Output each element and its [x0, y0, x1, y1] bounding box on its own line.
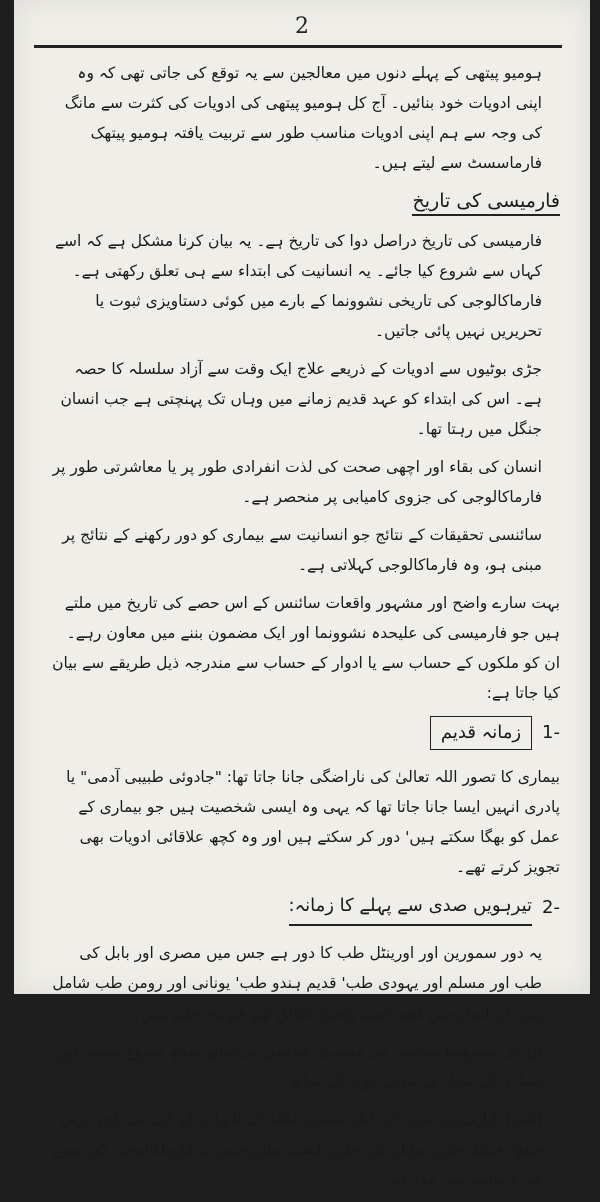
header-rule [34, 45, 562, 48]
section-2-number: -2 [542, 897, 560, 918]
paragraph-1: فارمیسی کی تاریخ دراصل دوا کی تاریخ ہے۔ یہ بیان کرنا مشکل ہے کہ اسے کہاں سے شروع کیا جائے۔ یہ انسانیت کی ابتداء سے ہی تعلق رکھتی ہے۔ فارماکالوجی کی تاریخی نشوونما کے بارے میں کوئی دستاویزی ثبوت یا تحریریں نہیں پائی جاتیں۔ [54, 232, 542, 340]
page-number: 2 [295, 14, 309, 39]
section-1-heading [48, 716, 560, 750]
paragraph-5: بہت سارے واضح اور مشہور واقعات سائنس کے اس حصے کی تاریخ میں ملتے ہیں جو فارمیسی کی علیحدہ نشوونما اور ایک مضمون بننے میں معاون رہے۔ ان کو ملکوں کے حساب سے یا ادوار کے حساب سے مندرجہ ذیل طریقے سے بیان کیا جاتا ہے: [52, 594, 560, 702]
section-1-number: -1 [542, 722, 560, 743]
paragraph-4: سائنسی تحقیقات کے نتائج جو انسانیت سے بیماری کو دور رکھنے کے نتائج پر مبنی ہو، وہ فارماکالوجی کہلاتی ہے۔ [62, 526, 542, 574]
paragraph-7: یہ دور سمورین اور اورینٹل طب کا دور ہے جس میں مصری اور بابل کی طب اور مسلم اور یہودی طب' قدیم ہندو طب' یونانی اور رومن طب شامل ہے۔ ان ادوار میں کچھ ایسے واضح حقائق تھے جو پتہ چلتے ہیں۔ [52, 944, 542, 1022]
page-content [48, 58, 560, 1202]
paragraph-9: (الف) گیارہویں صدی کی ایک مصری ملکہ کے ادویات کے ڈبے سے کچھ برتن' چمچ' خشک جڑی بوٹیاں اور جڑیں ایسی ملیں جس نے فارماکالوجی کی سوچ کی دریافت میں مدد کی۔ [52, 1110, 542, 1188]
section-2-heading [48, 890, 560, 926]
book-page [14, 0, 590, 1188]
heading-pharmacy-history [48, 186, 560, 216]
section-2-title: تیرہویں صدی سے پہلے کا زمانہ: [289, 890, 533, 926]
paragraph-8: ان کی نشوونما سائنس کی دوسری شاخوں کے ساتھ ساتھ شروع ہوئیں اور بیماری کے تخیل کے تبدیل ہونے کے ساتھ: [58, 1042, 542, 1090]
paragraph-2: جڑی بوٹیوں سے ادویات کے ذریعے علاج ایک وقت سے آزاد سلسلہ کا حصہ ہے۔ اس کی ابتداء کو عہد قدیم زمانے میں وہاں تک پہنچتی ہے جب انسان جنگل میں رہتا تھا۔ [60, 360, 542, 438]
paragraph-6: بیماری کا تصور اللہ تعالیٰ کی ناراضگی جانا جاتا تھا: "جادوئی طبیبی آدمی" یا پادری انہیں ایسا جانا جاتا تھا کہ یہی وہ ایسی شخصیت ہیں جو بیماری کے عمل کو بھگا سکتے ہیں' دور کر سکتے ہیں اور وہ کچھ علاقائی ادویات بھی تجویز کرتے تھے۔ [66, 768, 560, 876]
intro-paragraph: ہومیو پیتھی کے پہلے دنوں میں معالجین سے یہ توقع کی جاتی تھی کہ وہ اپنی ادویات خود بنائیں۔ آج کل ہومیو پیتھی کی ادویات کی کثرت سے مانگ کی وجہ سے ہم اپنی ادویات مناسب طور سے تربیت یافتہ ہومیو پیتھک فارماسسٹ سے لیتے ہیں۔ [64, 64, 542, 172]
paragraph-3: انسان کی بقاء اور اچھی صحت کی لذت انفرادی طور پر یا معاشرتی طور پر فارماکالوجی کی جزوی کامیابی پر منحصر ہے۔ [52, 458, 542, 506]
section-1-title: زمانہ قدیم [430, 716, 532, 750]
heading-pharmacy-history-text: فارمیسی کی تاریخ [412, 190, 560, 216]
